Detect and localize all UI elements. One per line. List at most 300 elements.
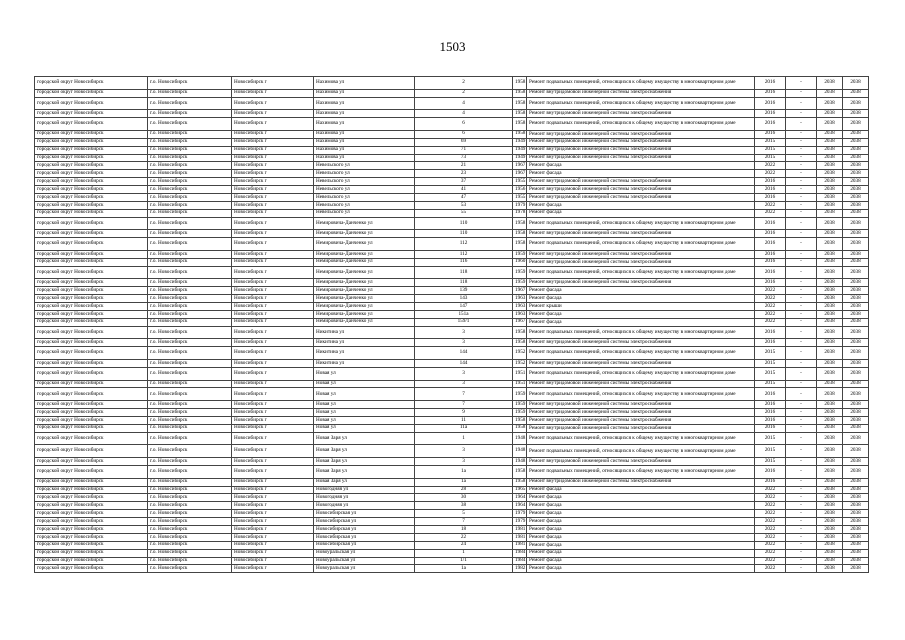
planned-year-cell: 2022 [755, 502, 786, 510]
period-start-cell: 2038 [817, 138, 843, 146]
page-number: 1503 [439, 39, 466, 54]
work-type-cell: Ремонт подвальных помещений, относящихся к общему имуществу в многоквартирном доме [527, 432, 755, 445]
district-cell: городской округ Новосибирск [35, 146, 148, 154]
table-row [35, 424, 869, 432]
period-end-cell: 2038 [843, 295, 869, 303]
house-number-cell: 18 [415, 526, 513, 534]
period-end-cell: 2038 [843, 465, 869, 478]
period-start-cell: 2038 [817, 201, 843, 209]
period-start-cell: 2038 [817, 230, 843, 238]
work-type-cell: Ремонт внутридомовой инженерной системы электроснабжения [527, 138, 755, 146]
settlement-cell: г.о. Новосибирск [148, 130, 232, 138]
district-cell: городской округ Новосибирск [35, 445, 148, 458]
city-cell: Новосибирск г [232, 287, 314, 295]
work-type-cell: Ремонт внутридомовой инженерной системы электроснабжения [527, 416, 755, 424]
dash-cell: - [786, 458, 817, 466]
planned-year-cell: 2016 [755, 186, 786, 194]
planned-year-cell: 2016 [755, 178, 786, 186]
house-number-cell: 2 [415, 89, 513, 97]
district-cell: городской округ Новосибирск [35, 279, 148, 287]
build-year-cell: 1967 [513, 162, 527, 170]
city-cell: Новосибирск г [232, 238, 314, 251]
table-row [35, 380, 869, 388]
planned-year-cell: 2016 [755, 326, 786, 339]
settlement-cell: г.о. Новосибирск [148, 178, 232, 186]
table-row [35, 445, 869, 458]
dash-cell: - [786, 230, 817, 238]
planned-year-cell: 2022 [755, 510, 786, 518]
district-cell: городской округ Новосибирск [35, 178, 148, 186]
house-number-cell: 21 [415, 162, 513, 170]
table-row [35, 359, 869, 367]
planned-year-cell: 2015 [755, 380, 786, 388]
district-cell: городской округ Новосибирск [35, 310, 148, 318]
district-cell: городской округ Новосибирск [35, 138, 148, 146]
settlement-cell: г.о. Новосибирск [148, 339, 232, 347]
district-cell: городской округ Новосибирск [35, 209, 148, 217]
work-type-cell: Ремонт внутридомовой инженерной системы электроснабжения [527, 359, 755, 367]
settlement-cell: г.о. Новосибирск [148, 217, 232, 230]
table-row [35, 409, 869, 417]
dash-cell: - [786, 209, 817, 217]
dash-cell: - [786, 339, 817, 347]
city-cell: Новосибирск г [232, 193, 314, 201]
district-cell: городской округ Новосибирск [35, 339, 148, 347]
house-number-cell: 143 [415, 295, 513, 303]
settlement-cell: г.о. Новосибирск [148, 258, 232, 266]
table-row [35, 326, 869, 339]
work-type-cell: Ремонт внутридомовой инженерной системы электроснабжения [527, 178, 755, 186]
period-end-cell: 2038 [843, 380, 869, 388]
settlement-cell: г.о. Новосибирск [148, 565, 232, 573]
period-start-cell: 2038 [817, 445, 843, 458]
dash-cell: - [786, 416, 817, 424]
table-row [35, 526, 869, 534]
dash-cell: - [786, 146, 817, 154]
work-type-cell: Ремонт фасада [527, 549, 755, 557]
city-cell: Новосибирск г [232, 445, 314, 458]
street-cell: Новая Заря ул [314, 432, 415, 445]
street-cell: Невельского ул [314, 209, 415, 217]
planned-year-cell: 2022 [755, 557, 786, 565]
period-end-cell: 2038 [843, 388, 869, 401]
planned-year-cell: 2016 [755, 409, 786, 417]
build-year-cell: 1967 [513, 318, 527, 326]
work-type-cell: Ремонт внутридомовой инженерной системы электроснабжения [527, 380, 755, 388]
street-cell: Новая Заря ул [314, 465, 415, 478]
settlement-cell: г.о. Новосибирск [148, 266, 232, 279]
dash-cell: - [786, 409, 817, 417]
work-type-cell: Ремонт подвальных помещений, относящихся к общему имуществу в многоквартирном доме [527, 217, 755, 230]
dash-cell: - [786, 494, 817, 502]
period-end-cell: 2038 [843, 424, 869, 432]
city-cell: Новосибирск г [232, 217, 314, 230]
period-start-cell: 2038 [817, 118, 843, 131]
settlement-cell: г.о. Новосибирск [148, 186, 232, 194]
planned-year-cell: 2016 [755, 416, 786, 424]
settlement-cell: г.о. Новосибирск [148, 154, 232, 162]
city-cell: Новосибирск г [232, 77, 314, 90]
city-cell: Новосибирск г [232, 318, 314, 326]
period-end-cell: 2038 [843, 478, 869, 486]
build-year-cell: 1949 [513, 154, 527, 162]
period-start-cell: 2038 [817, 77, 843, 90]
table-row [35, 518, 869, 526]
street-cell: Немировича-Данченко ул [314, 238, 415, 251]
build-year-cell: 1959 [513, 279, 527, 287]
period-start-cell: 2038 [817, 339, 843, 347]
dash-cell: - [786, 367, 817, 380]
city-cell: Новосибирск г [232, 432, 314, 445]
table-row [35, 388, 869, 401]
period-end-cell: 2038 [843, 401, 869, 409]
dash-cell: - [786, 401, 817, 409]
street-cell: Новая ул [314, 401, 415, 409]
dash-cell: - [786, 217, 817, 230]
period-end-cell: 2038 [843, 359, 869, 367]
build-year-cell: 1959 [513, 266, 527, 279]
period-end-cell: 2038 [843, 347, 869, 360]
street-cell: Нахимова ул [314, 110, 415, 118]
city-cell: Новосибирск г [232, 526, 314, 534]
build-year-cell: 1958 [513, 110, 527, 118]
period-start-cell: 2038 [817, 250, 843, 258]
district-cell: городской округ Новосибирск [35, 367, 148, 380]
work-type-cell: Ремонт подвальных помещений, относящихся к общему имуществу в многоквартирном доме [527, 266, 755, 279]
period-end-cell: 2038 [843, 97, 869, 110]
house-number-cell: 3 [415, 367, 513, 380]
city-cell: Новосибирск г [232, 230, 314, 238]
table-row [35, 303, 869, 311]
street-cell: Нахимова ул [314, 138, 415, 146]
period-end-cell: 2038 [843, 445, 869, 458]
settlement-cell: г.о. Новосибирск [148, 110, 232, 118]
build-year-cell: 1959 [513, 409, 527, 417]
dash-cell: - [786, 303, 817, 311]
table-row [35, 432, 869, 445]
work-type-cell: Ремонт фасада [527, 526, 755, 534]
house-number-cell: 6 [415, 130, 513, 138]
period-start-cell: 2038 [817, 533, 843, 541]
settlement-cell: г.о. Новосибирск [148, 89, 232, 97]
table-row [35, 310, 869, 318]
street-cell: Немировича-Данченко ул [314, 266, 415, 279]
house-number-cell: 3 [415, 380, 513, 388]
work-type-cell: Ремонт подвальных помещений, относящихся к общему имуществу в многоквартирном доме [527, 97, 755, 110]
city-cell: Новосибирск г [232, 502, 314, 510]
street-cell: Новая ул [314, 416, 415, 424]
settlement-cell: г.о. Новосибирск [148, 326, 232, 339]
build-year-cell: 1955 [513, 178, 527, 186]
district-cell: городской округ Новосибирск [35, 326, 148, 339]
period-start-cell: 2038 [817, 193, 843, 201]
house-number-cell: 116 [415, 258, 513, 266]
house-number-cell: 144 [415, 359, 513, 367]
dash-cell: - [786, 565, 817, 573]
dash-cell: - [786, 424, 817, 432]
city-cell: Новосибирск г [232, 258, 314, 266]
period-end-cell: 2038 [843, 557, 869, 565]
table-row [35, 110, 869, 118]
street-cell: Новая ул [314, 424, 415, 432]
build-year-cell: 1964 [513, 502, 527, 510]
street-cell: Немировича-Данченко ул [314, 258, 415, 266]
build-year-cell: 1948 [513, 445, 527, 458]
work-type-cell: Ремонт внутридомовой инженерной системы электроснабжения [527, 279, 755, 287]
district-cell: городской округ Новосибирск [35, 494, 148, 502]
district-cell: городской округ Новосибирск [35, 238, 148, 251]
period-end-cell: 2038 [843, 432, 869, 445]
table-row [35, 318, 869, 326]
work-type-cell: Ремонт внутридомовой инженерной системы электроснабжения [527, 89, 755, 97]
planned-year-cell: 2015 [755, 445, 786, 458]
dash-cell: - [786, 162, 817, 170]
build-year-cell: 1955 [513, 193, 527, 201]
street-cell: Невельского ул [314, 193, 415, 201]
period-start-cell: 2038 [817, 287, 843, 295]
house-number-cell: 6 [415, 118, 513, 131]
house-number-cell: 3 [415, 339, 513, 347]
street-cell: Немировича-Данченко ул [314, 318, 415, 326]
period-start-cell: 2038 [817, 303, 843, 311]
district-cell: городской округ Новосибирск [35, 318, 148, 326]
house-number-cell: 112 [415, 238, 513, 251]
district-cell: городской округ Новосибирск [35, 193, 148, 201]
period-end-cell: 2038 [843, 110, 869, 118]
table-row [35, 401, 869, 409]
house-number-cell: 71 [415, 146, 513, 154]
build-year-cell: 1967 [513, 170, 527, 178]
table-row [35, 295, 869, 303]
build-year-cell: 1979 [513, 201, 527, 209]
table-row [35, 549, 869, 557]
repair-schedule-table [34, 76, 869, 573]
work-type-cell: Ремонт внутридомовой инженерной системы электроснабжения [527, 110, 755, 118]
period-end-cell: 2038 [843, 526, 869, 534]
settlement-cell: г.о. Новосибирск [148, 367, 232, 380]
district-cell: городской округ Новосибирск [35, 432, 148, 445]
build-year-cell: 1949 [513, 146, 527, 154]
dash-cell: - [786, 238, 817, 251]
city-cell: Новосибирск г [232, 146, 314, 154]
settlement-cell: г.о. Новосибирск [148, 287, 232, 295]
period-start-cell: 2038 [817, 318, 843, 326]
settlement-cell: г.о. Новосибирск [148, 97, 232, 110]
house-number-cell: 1 [415, 432, 513, 445]
dash-cell: - [786, 318, 817, 326]
city-cell: Новосибирск г [232, 416, 314, 424]
table-row [35, 130, 869, 138]
period-end-cell: 2038 [843, 138, 869, 146]
city-cell: Новосибирск г [232, 266, 314, 279]
period-end-cell: 2038 [843, 230, 869, 238]
district-cell: городской округ Новосибирск [35, 89, 148, 97]
street-cell: Новая Заря ул [314, 478, 415, 486]
planned-year-cell: 2016 [755, 401, 786, 409]
period-end-cell: 2038 [843, 458, 869, 466]
house-number-cell: 37 [415, 178, 513, 186]
table-row [35, 339, 869, 347]
dash-cell: - [786, 266, 817, 279]
settlement-cell: г.о. Новосибирск [148, 533, 232, 541]
dash-cell: - [786, 518, 817, 526]
period-start-cell: 2038 [817, 458, 843, 466]
dash-cell: - [786, 432, 817, 445]
period-end-cell: 2038 [843, 287, 869, 295]
build-year-cell: 1958 [513, 416, 527, 424]
build-year-cell: 1963 [513, 295, 527, 303]
district-cell: городской округ Новосибирск [35, 380, 148, 388]
house-number-cell: 110 [415, 217, 513, 230]
build-year-cell: 1958 [513, 238, 527, 251]
house-number-cell: 1а [415, 465, 513, 478]
street-cell: Новогодняя ул [314, 494, 415, 502]
planned-year-cell: 2016 [755, 465, 786, 478]
build-year-cell: 1958 [513, 465, 527, 478]
build-year-cell: 1959 [513, 401, 527, 409]
house-number-cell: 30 [415, 494, 513, 502]
period-end-cell: 2038 [843, 77, 869, 90]
house-number-cell: 24 [415, 541, 513, 549]
dash-cell: - [786, 557, 817, 565]
work-type-cell: Ремонт фасада [527, 201, 755, 209]
planned-year-cell: 2016 [755, 258, 786, 266]
period-start-cell: 2038 [817, 494, 843, 502]
city-cell: Новосибирск г [232, 367, 314, 380]
work-type-cell: Ремонт внутридомовой инженерной системы электроснабжения [527, 401, 755, 409]
settlement-cell: г.о. Новосибирск [148, 295, 232, 303]
house-number-cell: 22 [415, 533, 513, 541]
city-cell: Новосибирск г [232, 458, 314, 466]
house-number-cell: 3 [415, 458, 513, 466]
planned-year-cell: 2022 [755, 310, 786, 318]
city-cell: Новосибирск г [232, 178, 314, 186]
street-cell: Никитина ул [314, 347, 415, 360]
dash-cell: - [786, 193, 817, 201]
settlement-cell: г.о. Новосибирск [148, 486, 232, 494]
settlement-cell: г.о. Новосибирск [148, 347, 232, 360]
period-end-cell: 2038 [843, 326, 869, 339]
city-cell: Новосибирск г [232, 118, 314, 131]
district-cell: городской округ Новосибирск [35, 303, 148, 311]
dash-cell: - [786, 97, 817, 110]
settlement-cell: г.о. Новосибирск [148, 118, 232, 131]
city-cell: Новосибирск г [232, 380, 314, 388]
work-type-cell: Ремонт подвальных помещений, относящихся к общему имуществу в многоквартирном доме [527, 388, 755, 401]
dash-cell: - [786, 310, 817, 318]
house-number-cell: 159/1 [415, 318, 513, 326]
settlement-cell: г.о. Новосибирск [148, 310, 232, 318]
work-type-cell: Ремонт фасада [527, 287, 755, 295]
house-number-cell: 118 [415, 266, 513, 279]
street-cell: Немировича-Данченко ул [314, 217, 415, 230]
period-start-cell: 2038 [817, 518, 843, 526]
street-cell: Новосибирская ул [314, 541, 415, 549]
settlement-cell: г.о. Новосибирск [148, 445, 232, 458]
period-start-cell: 2038 [817, 110, 843, 118]
period-end-cell: 2038 [843, 486, 869, 494]
settlement-cell: г.о. Новосибирск [148, 478, 232, 486]
period-end-cell: 2038 [843, 178, 869, 186]
work-type-cell: Ремонт подвальных помещений, относящихся к общему имуществу в многоквартирном доме [527, 445, 755, 458]
planned-year-cell: 2022 [755, 303, 786, 311]
house-number-cell: 5 [415, 510, 513, 518]
work-type-cell: Ремонт подвальных помещений, относящихся к общему имуществу в многоквартирном доме [527, 238, 755, 251]
work-type-cell: Ремонт подвальных помещений, относящихся к общему имуществу в многоквартирном доме [527, 326, 755, 339]
period-start-cell: 2038 [817, 401, 843, 409]
street-cell: Невельского ул [314, 201, 415, 209]
work-type-cell: Ремонт подвальных помещений, относящихся к общему имуществу в многоквартирном доме [527, 118, 755, 131]
work-type-cell: Ремонт внутридомовой инженерной системы электроснабжения [527, 230, 755, 238]
table-row [35, 565, 869, 573]
table-row [35, 193, 869, 201]
table-row [35, 510, 869, 518]
period-start-cell: 2038 [817, 146, 843, 154]
build-year-cell: 1984 [513, 557, 527, 565]
table-row [35, 478, 869, 486]
city-cell: Новосибирск г [232, 486, 314, 494]
table-body [35, 77, 869, 573]
house-number-cell: 110 [415, 230, 513, 238]
period-end-cell: 2038 [843, 367, 869, 380]
city-cell: Новосибирск г [232, 138, 314, 146]
planned-year-cell: 2022 [755, 494, 786, 502]
table-row [35, 154, 869, 162]
district-cell: городской округ Новосибирск [35, 287, 148, 295]
period-start-cell: 2038 [817, 510, 843, 518]
period-end-cell: 2038 [843, 416, 869, 424]
planned-year-cell: 2022 [755, 526, 786, 534]
district-cell: городской округ Новосибирск [35, 118, 148, 131]
city-cell: Новосибирск г [232, 209, 314, 217]
district-cell: городской округ Новосибирск [35, 359, 148, 367]
period-end-cell: 2038 [843, 250, 869, 258]
table-row [35, 238, 869, 251]
city-cell: Новосибирск г [232, 401, 314, 409]
period-end-cell: 2038 [843, 502, 869, 510]
street-cell: Новоуральская ул [314, 565, 415, 573]
street-cell: Нахимова ул [314, 77, 415, 90]
house-number-cell: 7 [415, 518, 513, 526]
planned-year-cell: 2016 [755, 110, 786, 118]
street-cell: Невельского ул [314, 178, 415, 186]
table-row [35, 279, 869, 287]
house-number-cell: 112 [415, 250, 513, 258]
settlement-cell: г.о. Новосибирск [148, 318, 232, 326]
city-cell: Новосибирск г [232, 388, 314, 401]
table-row [35, 250, 869, 258]
city-cell: Новосибирск г [232, 162, 314, 170]
dash-cell: - [786, 359, 817, 367]
period-end-cell: 2038 [843, 118, 869, 131]
period-end-cell: 2038 [843, 310, 869, 318]
street-cell: Никитина ул [314, 359, 415, 367]
district-cell: городской округ Новосибирск [35, 250, 148, 258]
work-type-cell: Ремонт внутридомовой инженерной системы электроснабжения [527, 458, 755, 466]
street-cell: Немировича-Данченко ул [314, 287, 415, 295]
planned-year-cell: 2015 [755, 367, 786, 380]
planned-year-cell: 2015 [755, 432, 786, 445]
house-number-cell: 1а [415, 478, 513, 486]
work-type-cell: Ремонт фасада [527, 565, 755, 573]
street-cell: Нахимова ул [314, 154, 415, 162]
build-year-cell: 1958 [513, 130, 527, 138]
dash-cell: - [786, 130, 817, 138]
settlement-cell: г.о. Новосибирск [148, 209, 232, 217]
settlement-cell: г.о. Новосибирск [148, 458, 232, 466]
period-end-cell: 2038 [843, 510, 869, 518]
planned-year-cell: 2016 [755, 89, 786, 97]
